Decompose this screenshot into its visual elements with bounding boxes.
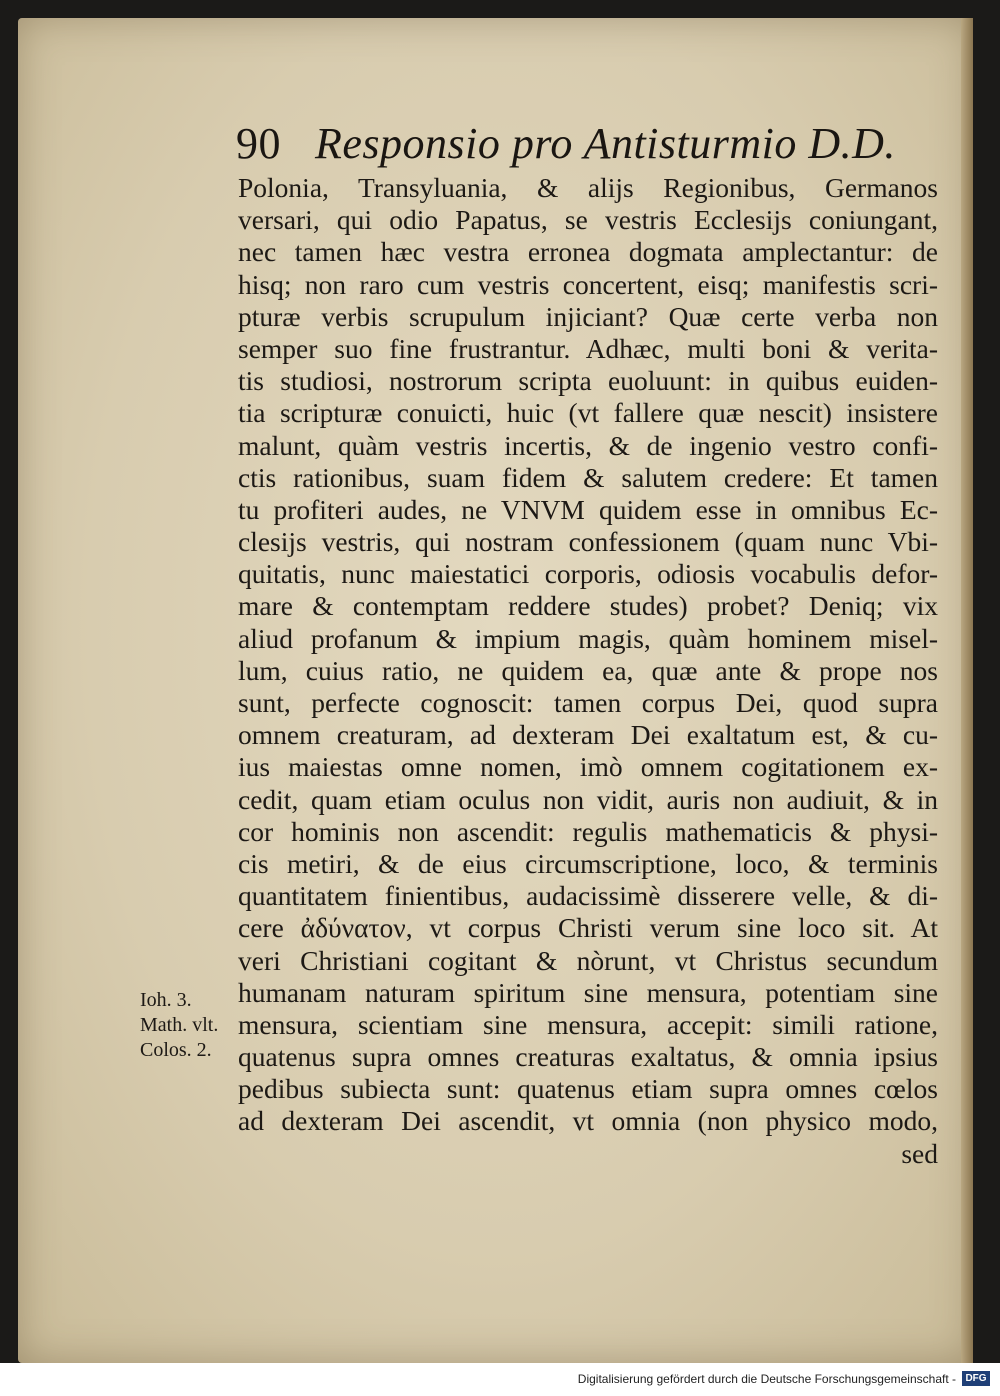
text-line: quitatis, nunc maiestatici corporis, odiosis vocabulis defor- [238, 558, 938, 590]
footer-credit: Digitalisierung gefördert durch die Deutsche Forschungsgemeinschaft - [577, 1372, 956, 1386]
text-line: omnem creaturam, ad dexteram Dei exaltatum est, & cu- [238, 719, 938, 751]
running-title: Responsio pro Antisturmio D.D. [315, 119, 896, 168]
text-line: malunt, quàm vestris incertis, & de ingenio vestro confi- [238, 429, 938, 461]
text-line: cere ἀδύνατον, vt corpus Christi verum sine loco sit. At [238, 912, 938, 944]
text-line: versari, qui odio Papatus, se vestris Ecclesijs coniungant, [238, 204, 938, 236]
scanned-page [18, 18, 973, 1363]
body-text [238, 172, 938, 1170]
text-line: cis metiri, & de eius circumscriptione, loco, & terminis [238, 847, 938, 879]
text-line: cor hominis non ascendit: regulis mathematicis & physi- [238, 815, 938, 847]
text-line: cedit, quam etiam oculus non vidit, auris non audiuit, & in [238, 783, 938, 815]
catchword: sed [901, 1137, 938, 1169]
text-line: veri Christiani cogitant & nòrunt, vt Christus secundum [238, 944, 938, 976]
text-line: ad dexteram Dei ascendit, vt omnia (non physico modo, [238, 1105, 938, 1137]
text-line: pedibus subiecta sunt: quatenus etiam supra omnes cœlos [238, 1073, 938, 1105]
page-number: 90 [236, 119, 281, 168]
text-line: Polonia, Transyluania, & alijs Regionibus, Germanos [238, 172, 938, 203]
text-line: clesijs vestris, qui nostram confessionem (quam nunc Vbi- [238, 526, 938, 558]
margin-note: Math. vlt. [140, 1014, 219, 1036]
text-line: lum, cuius ratio, ne quidem ea, quæ ante & prope nos [238, 654, 938, 686]
text-line: humanam naturam spiritum sine mensura, potentiam sine [238, 976, 938, 1008]
text-line: semper suo fine frustrantur. Adhæc, multi boni & verita- [238, 332, 938, 364]
text-line: hisq; non raro cum vestris concertent, eisq; manifestis scri- [238, 268, 938, 300]
text-line: quantitatem finientibus, audacissimè disserere velle, & di- [238, 880, 938, 912]
dfg-logo: DFG [962, 1371, 990, 1386]
text-line: mare & contemptam reddere studes) probet? Deniq; vix [238, 590, 938, 622]
text-line: ctis rationibus, suam fidem & salutem credere: Et tamen [238, 461, 938, 493]
text-line: mensura, scientiam sine mensura, accepit: simili ratione, [238, 1008, 938, 1040]
text-line: aliud profanum & impium magis, quàm hominem misel- [238, 622, 938, 654]
text-line: tis studiosi, nostrorum scripta euoluunt: in quibus euiden- [238, 365, 938, 397]
margin-note: Colos. 2. [140, 1039, 212, 1061]
margin-note: Ioh. 3. [140, 989, 192, 1011]
margin-notes [140, 988, 218, 1063]
text-line: tu profiteri audes, ne VNVM quidem esse in omnibus Ec- [238, 493, 938, 525]
text-line: tia scripturæ conuicti, huic (vt fallere quæ nescit) insistere [238, 397, 938, 429]
text-line: nec tamen hæc vestra erronea dogmata amplectantur: de [238, 236, 938, 268]
running-header [236, 118, 896, 169]
digitization-footer [0, 1363, 1000, 1396]
page-edge-shadow [961, 18, 973, 1363]
text-line: ius maiestas omne nomen, imò omnem cogitationem ex- [238, 751, 938, 783]
text-line: sunt, perfecte cognoscit: tamen corpus Dei, quod supra [238, 687, 938, 718]
text-line: quatenus supra omnes creaturas exaltatus, & omnia ipsius [238, 1041, 938, 1073]
text-line: pturæ verbis scrupulum injiciant? Quæ certe verba non [238, 300, 938, 332]
